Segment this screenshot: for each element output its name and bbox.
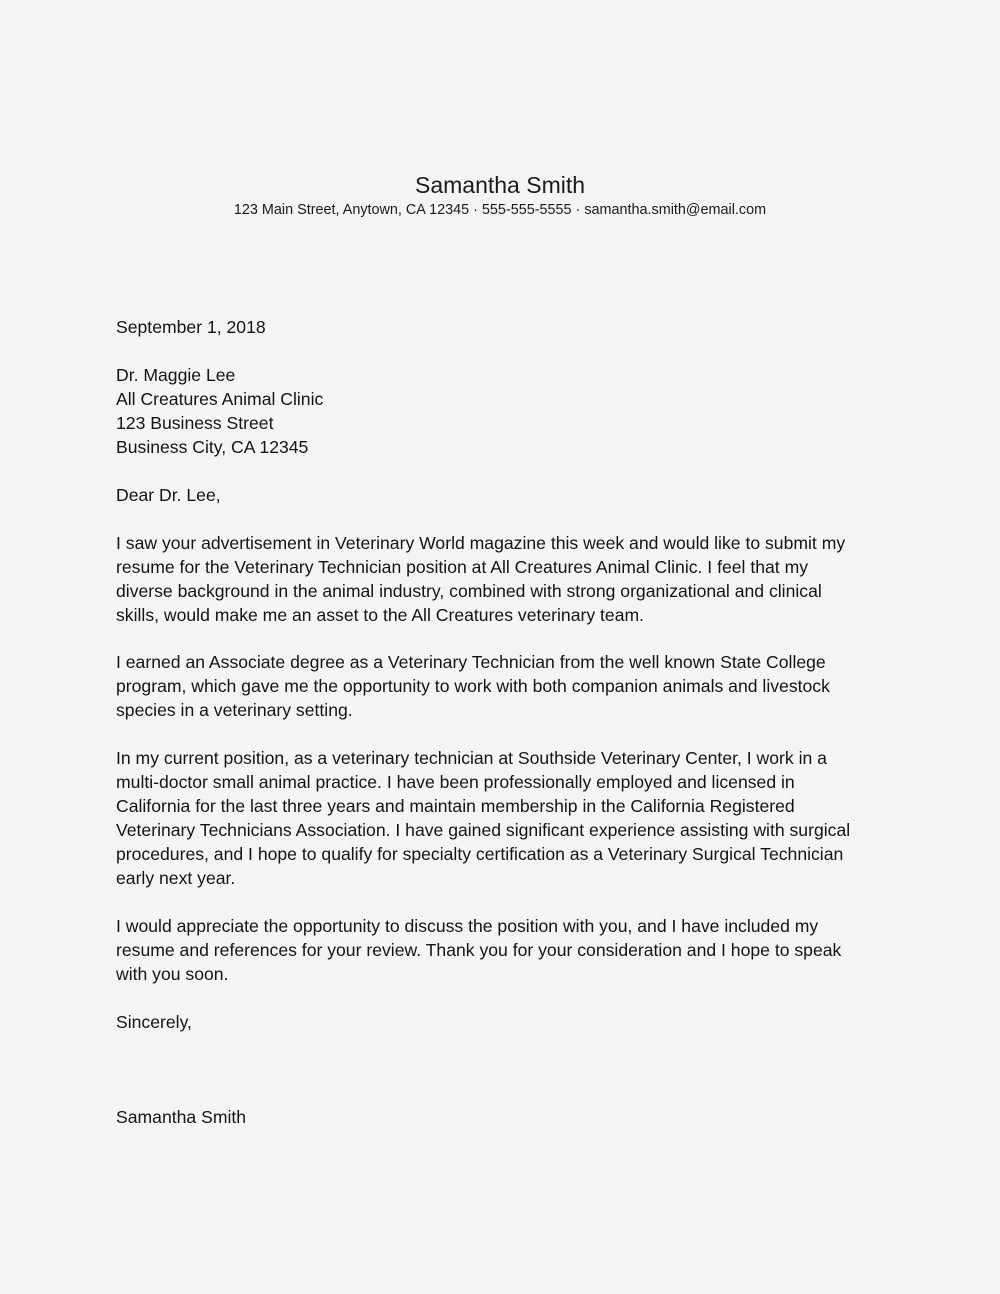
signature-name: Samantha Smith [116,1107,247,1127]
salutation: Dear Dr. Lee, [116,485,221,505]
letter-date: September 1, 2018 [116,317,266,337]
paragraph-education: I earned an Associate degree as a Veterinary Technician from the well known State College program, which gave me the opportunity to work with both companion animals and livestock species in a veterinary setting. [116,652,830,720]
paragraph-intro: I saw your advertisement in Veterinary World magazine this week and would like to submit my resume for the Veterinary Technician position at All Creatures Animal Clinic. I feel that my diverse background in the animal industry, combined with strong organizational and clinical skills, would make me an asset to the All Creatures veterinary team. [116,533,846,625]
paragraph-closing: I would appreciate the opportunity to discuss the position with you, and I have included my resume and references for your review. Thank you for your consideration and I hope to speak with you soon. [116,916,842,984]
recipient-address: Dr. Maggie Lee All Creatures Animal Clinic 123 Business Street Business City, CA 12345 [116,365,324,457]
sender-contact-line: 123 Main Street, Anytown, CA 12345 · 555-555-5555 · samantha.smith@email.com [233,202,767,218]
closing: Sincerely, [116,1012,192,1032]
paragraph-experience: In my current position, as a veterinary technician at Southside Veterinary Center, I work in a multi-doctor small animal practice. I have been professionally employed and licensed in California for the last three years and maintain membership in the California Registered Veterinary Technicians Association. I have gained significant experience assisting with surgical procedures, and I hope to qualify for specialty certification as a Veterinary Surgical Technician early next year. [116,748,851,888]
sender-name: Samantha Smith [414,172,586,198]
